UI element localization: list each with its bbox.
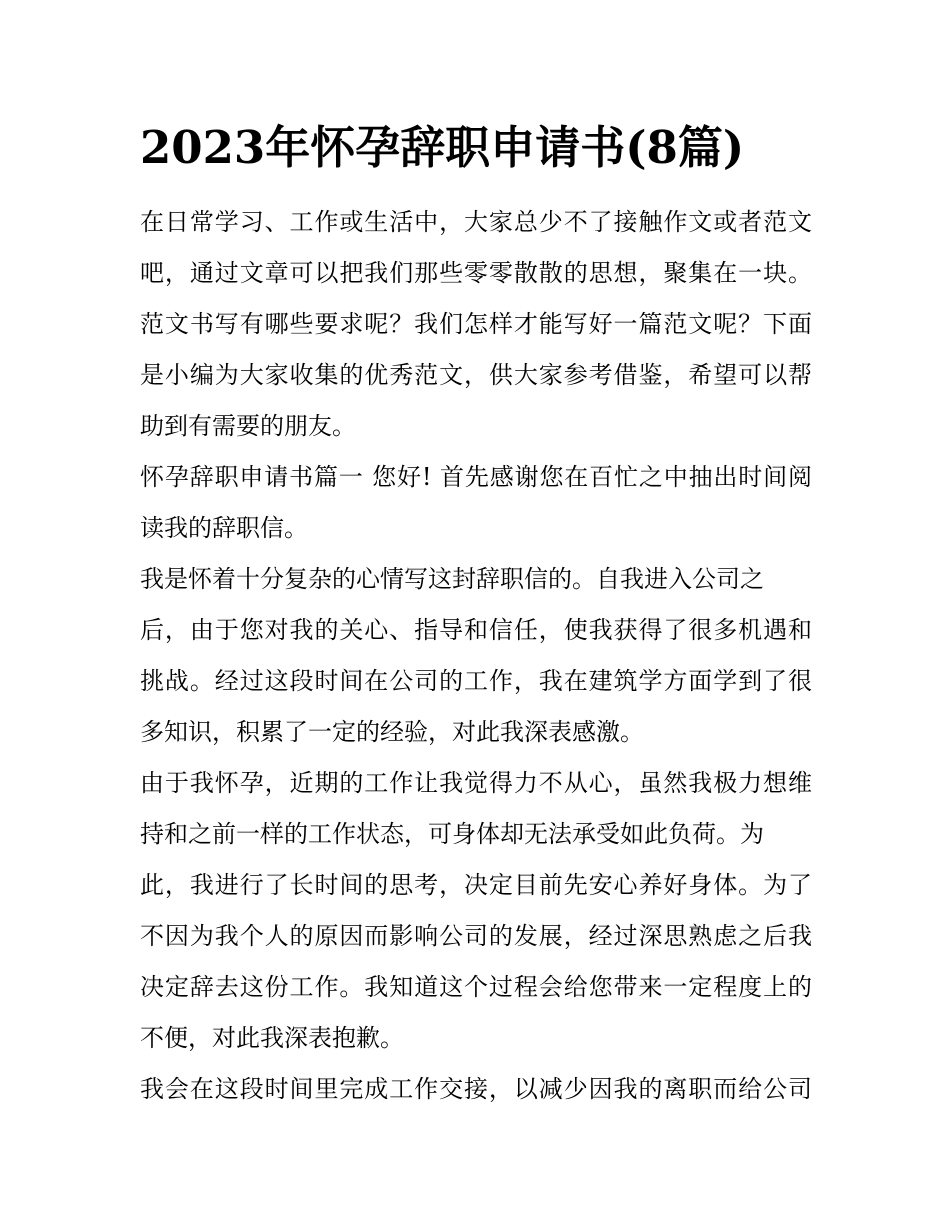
text-line: 是小编为大家收集的优秀范文，供大家参考借鉴，希望可以帮 [140,361,812,389]
text-line: 怀孕辞职申请书篇一 您好! 首先感谢您在百忙之中抽出时间阅 [140,463,812,491]
text-line: 挑战。经过这段时间在公司的工作，我在建筑学方面学到了很 [140,667,812,695]
text-line: 在日常学习、工作或生活中，大家总少不了接触作文或者范文 [140,208,812,236]
text-line: 助到有需要的朋友。 [140,412,356,440]
document-body [140,197,812,1115]
text-line: 我会在这段时间里完成工作交接，以减少因我的离职而给公司 [140,1075,812,1103]
text-line: 不便，对此我深表抱歉。 [140,1024,404,1052]
text-line: 后，由于您对我的关心、指导和信任，使我获得了很多机遇和 [140,616,812,644]
text-line: 不因为我个人的原因而影响公司的发展，经过深思熟虑之后我 [140,922,812,950]
text-line: 由于我怀孕，近期的工作让我觉得力不从心，虽然我极力想维 [140,769,812,797]
text-line: 读我的辞职信。 [140,514,308,542]
text-line: 持和之前一样的工作状态，可身体却无法承受如此负荷。为 [140,820,764,848]
text-line: 吧，通过文章可以把我们那些零零散散的思想，聚集在一块。 [140,259,812,287]
text-line: 多知识，积累了一定的经验，对此我深表感激。 [140,718,644,746]
text-line: 此，我进行了长时间的思考，决定目前先安心养好身体。为了 [140,871,812,899]
document-title: 2023年怀孕辞职申请书(8篇) [140,121,745,174]
text-line: 范文书写有哪些要求呢？我们怎样才能写好一篇范文呢？下面 [140,310,812,338]
text-line: 决定辞去这份工作。我知道这个过程会给您带来一定程度上的 [140,973,812,1001]
text-line: 我是怀着十分复杂的心情写这封辞职信的。自我进入公司之 [140,565,764,593]
